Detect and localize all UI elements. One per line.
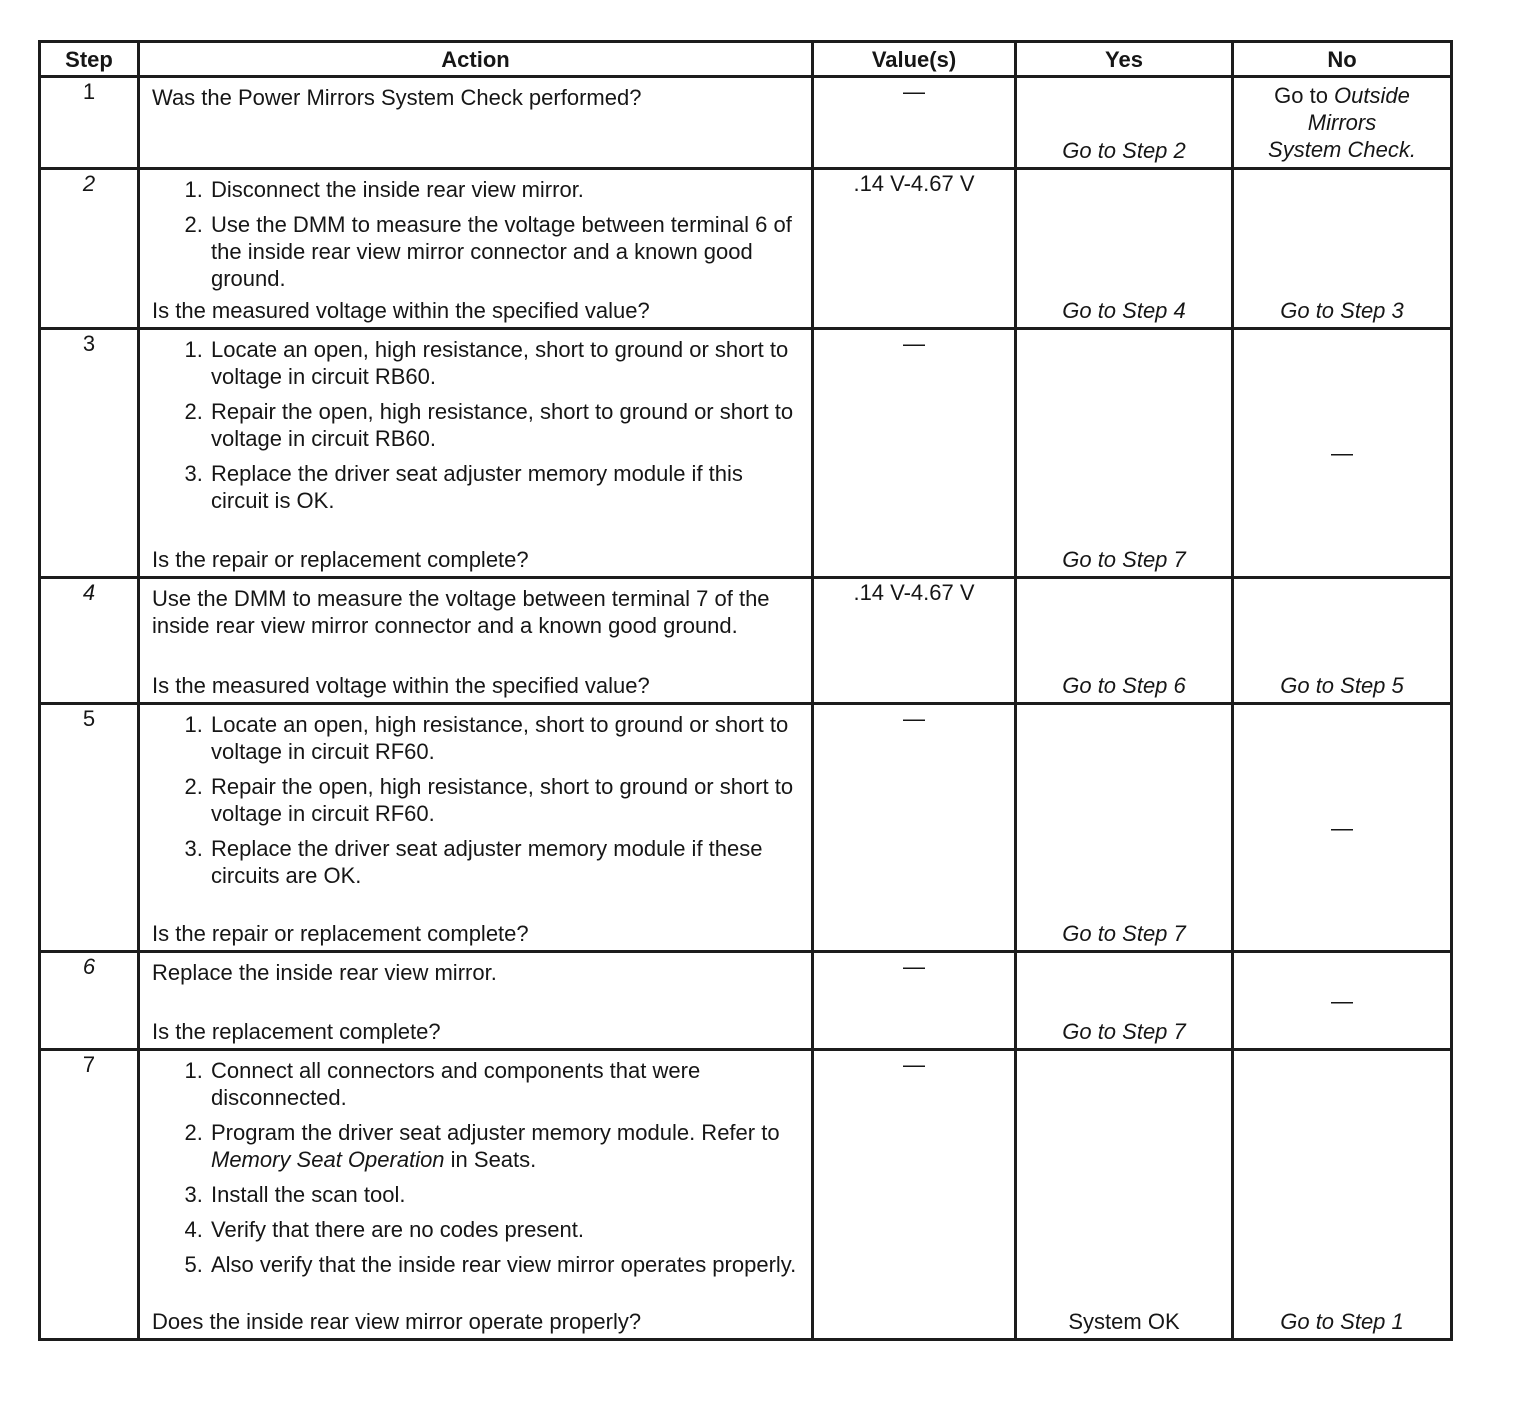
action-cell <box>139 169 813 329</box>
action-step-item: 1. Connect all connectors and components that were disconnected. <box>209 1057 799 1111</box>
action-cell <box>139 329 813 578</box>
no-cell <box>1233 952 1452 1050</box>
step-number: 7 <box>40 1050 139 1340</box>
action-question: Is the repair or replacement complete? <box>152 921 529 946</box>
column-header-step: Step <box>40 42 139 77</box>
no-cell <box>1233 329 1452 578</box>
action-cell <box>139 1050 813 1340</box>
yes-result: Go to Step 6 <box>1062 673 1186 698</box>
no-result: Go to Step 5 <box>1280 673 1404 698</box>
outside-mirrors-link-line1[interactable]: Outside <box>1334 83 1410 108</box>
action-step-item: 2. Use the DMM to measure the voltage between terminal 6 of the inside rear view mirror connector and a known good ground. <box>209 211 799 292</box>
action-question: Does the inside rear view mirror operate properly? <box>152 1309 642 1334</box>
table-row-step-3 <box>40 329 1452 578</box>
column-header-yes: Yes <box>1016 42 1233 77</box>
no-cell <box>1233 704 1452 952</box>
action-text: Replace the inside rear view mirror. <box>152 960 497 985</box>
action-step-item: 4. Verify that there are no codes present. <box>209 1216 799 1243</box>
table-row-step-1 <box>40 77 1452 169</box>
step-number: 6 <box>40 952 139 1050</box>
action-step-item: 1. Locate an open, high resistance, short to ground or short to voltage in circuit RF60. <box>209 711 799 765</box>
action-step-item: 2. Repair the open, high resistance, short to ground or short to voltage in circuit RB60. <box>209 398 799 452</box>
yes-result: Go to Step 7 <box>1062 1019 1186 1044</box>
yes-result: Go to Step 7 <box>1062 921 1186 946</box>
outside-mirrors-link-line3[interactable]: System Check. <box>1268 137 1416 162</box>
action-cell <box>139 77 813 169</box>
value-cell: — <box>813 952 1016 1050</box>
table-row-step-6 <box>40 952 1452 1050</box>
no-result: Go to Step 3 <box>1280 298 1404 323</box>
header-row <box>40 42 1452 77</box>
column-header-no: No <box>1233 42 1452 77</box>
step-number: 2 <box>40 169 139 329</box>
no-result <box>1234 82 1450 163</box>
action-text: Was the Power Mirrors System Check performed? <box>152 85 642 110</box>
action-question: Is the repair or replacement complete? <box>152 547 529 572</box>
action-step-item: 1. Locate an open, high resistance, short to ground or short to voltage in circuit RB60. <box>209 336 799 390</box>
memory-seat-operation-link[interactable]: Memory Seat Operation <box>211 1147 445 1172</box>
action-step-item: 1. Disconnect the inside rear view mirror. <box>209 176 799 203</box>
value-cell: — <box>813 1050 1016 1340</box>
no-result: — <box>1331 815 1353 840</box>
yes-cell <box>1016 1050 1233 1340</box>
action-cell <box>139 704 813 952</box>
table-row-step-4 <box>40 578 1452 704</box>
table-row-step-7 <box>40 1050 1452 1340</box>
no-result: — <box>1331 440 1353 466</box>
yes-result: Go to Step 4 <box>1062 298 1186 323</box>
yes-cell <box>1016 329 1233 578</box>
action-step-item: 2. Repair the open, high resistance, short to ground or short to voltage in circuit RF60. <box>209 773 799 827</box>
column-header-values: Value(s) <box>813 42 1016 77</box>
yes-cell <box>1016 77 1233 169</box>
action-text: Use the DMM to measure the voltage between terminal 7 of the inside rear view mirror connector and a known good ground. <box>152 586 770 638</box>
no-cell <box>1233 1050 1452 1340</box>
diagnostic-table <box>38 40 1453 1341</box>
action-steps-list <box>152 336 799 514</box>
step-number: 5 <box>40 704 139 952</box>
no-cell <box>1233 77 1452 169</box>
value-cell: — <box>813 329 1016 578</box>
action-question: Is the measured voltage within the specified value? <box>152 673 650 698</box>
no-result-prefix: Go to <box>1274 83 1335 108</box>
yes-result: System OK <box>1068 1309 1180 1334</box>
outside-mirrors-link-line2[interactable]: Mirrors <box>1307 110 1377 135</box>
action-step-item: 3. Install the scan tool. <box>209 1181 799 1208</box>
no-cell <box>1233 578 1452 704</box>
table-row-step-2 <box>40 169 1452 329</box>
action-question: Is the measured voltage within the specified value? <box>152 298 650 323</box>
no-cell <box>1233 169 1452 329</box>
step-number: 4 <box>40 578 139 704</box>
value-cell: .14 V-4.67 V <box>813 169 1016 329</box>
step-number: 1 <box>40 77 139 169</box>
action-steps-list <box>152 1057 799 1278</box>
step-number: 3 <box>40 329 139 578</box>
action-steps-list <box>152 176 799 292</box>
action-step-item-suffix: in Seats. <box>444 1147 537 1172</box>
action-question: Is the replacement complete? <box>152 1019 441 1044</box>
action-step-item: 3. Replace the driver seat adjuster memory module if this circuit is OK. <box>209 460 799 514</box>
action-cell <box>139 952 813 1050</box>
yes-cell <box>1016 952 1233 1050</box>
action-step-item-prefix: Program the driver seat adjuster memory module. Refer to <box>211 1120 780 1145</box>
action-cell <box>139 578 813 704</box>
yes-cell <box>1016 169 1233 329</box>
yes-cell <box>1016 578 1233 704</box>
action-step-item: 3. Replace the driver seat adjuster memory module if these circuits are OK. <box>209 835 799 889</box>
no-result: — <box>1331 988 1353 1013</box>
no-result: Go to Step 1 <box>1280 1309 1404 1334</box>
yes-cell <box>1016 704 1233 952</box>
yes-result: Go to Step 7 <box>1062 547 1186 572</box>
value-cell: .14 V-4.67 V <box>813 578 1016 704</box>
value-cell: — <box>813 704 1016 952</box>
table-row-step-5 <box>40 704 1452 952</box>
value-cell: — <box>813 77 1016 169</box>
action-step-item <box>209 1119 799 1173</box>
yes-result: Go to Step 2 <box>1062 138 1186 163</box>
column-header-action: Action <box>139 42 813 77</box>
action-step-item: 5. Also verify that the inside rear view mirror operates properly. <box>209 1251 799 1278</box>
action-steps-list <box>152 711 799 889</box>
